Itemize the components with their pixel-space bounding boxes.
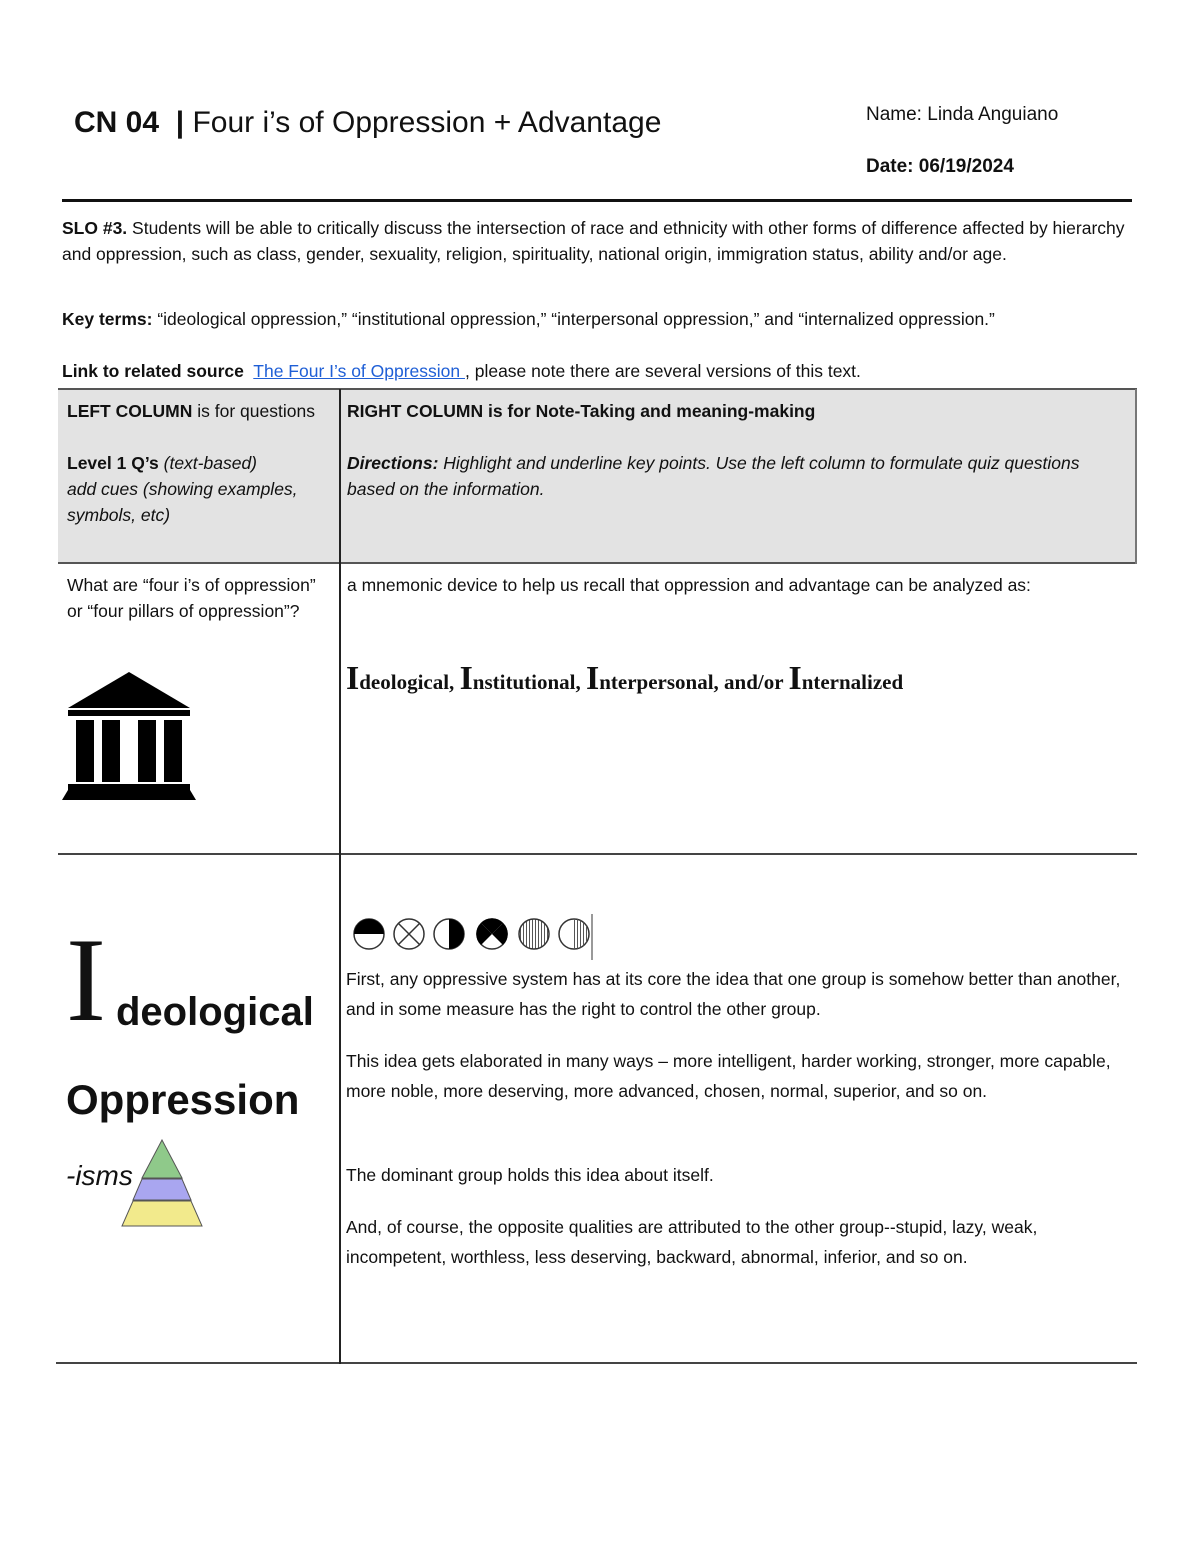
paragraph-4: And, of course, the opposite qualities are attributed to the other group--stupid, lazy, weak, incompetent, worthless, less deserving, backward, abnormal, inferior, and so on.: [346, 1217, 1038, 1267]
slo-text: Students will be able to critically discuss the intersection of race and ethnicity with other forms of difference affected by hierarchy and oppression, such as class, gender, sexuality, religion, spirituality, national origin, immigration status, ability and/or age.: [62, 218, 1125, 264]
paragraph-2: This idea gets elaborated in many ways – more intelligent, harder working, stronger, more capable, more noble, more deserving, more advanced, chosen, normal, superior, and so on.: [346, 1051, 1111, 1101]
institution-icon: [62, 672, 196, 807]
slo-paragraph: [62, 215, 1132, 267]
date-field: [866, 156, 1014, 178]
table-header-border: [58, 562, 1137, 564]
mnemonic-cap: I: [346, 660, 360, 697]
row2-bottom-border: [56, 1362, 1137, 1364]
name-label: Name:: [866, 104, 922, 125]
key-terms-text: “ideological oppression,” “institutional oppression,” “interpersonal oppression,” and “internalized oppression.”: [152, 309, 995, 329]
column-divider: [339, 389, 341, 1364]
row1-question: What are “four i’s of oppression” or “four pillars of oppression”?: [67, 575, 316, 621]
key-terms-paragraph: [62, 306, 1132, 332]
table-top-border: [58, 388, 1137, 390]
page-title: [74, 106, 661, 140]
header-divider: [62, 199, 1132, 202]
oppression-word: Oppression: [66, 1076, 300, 1123]
ideological-big-letter: I: [66, 913, 106, 1046]
level-cues: add cues (showing examples, symbols, etc): [67, 479, 298, 525]
key-terms-label: Key terms:: [62, 309, 153, 329]
name-value: Linda Anguiano: [927, 104, 1059, 125]
ideological-word: deological: [116, 990, 314, 1034]
related-source-label: Link to related source: [62, 361, 244, 381]
directions: Directions: Highlight and underline key points. Use the left column to formulate quiz questions based on the information.: [347, 453, 1080, 499]
isms-label: -isms: [66, 1160, 133, 1191]
course-code: CN 04: [74, 106, 160, 139]
date-value: 06/19/2024: [918, 156, 1014, 177]
paragraph-3: The dominant group holds this idea about itself.: [346, 1165, 714, 1185]
related-source-link[interactable]: The Four I’s of Oppression: [253, 361, 465, 381]
right-header-cell: [347, 398, 1127, 502]
pyramid-icon: [120, 1138, 204, 1233]
title-text: Four i’s of Oppression + Advantage: [192, 106, 662, 139]
row1-bottom-border: [58, 853, 1137, 855]
title-separator: |: [175, 106, 185, 139]
row1-note: a mnemonic device to help us recall that oppression and advantage can be analyzed as:: [347, 575, 1031, 595]
right-header-title: RIGHT COLUMN is for Note-Taking and meaning-making: [347, 401, 816, 421]
name-field: [866, 104, 1058, 126]
related-source-paragraph: [62, 358, 1132, 384]
left-header-cell: [67, 398, 332, 528]
left-header-title: LEFT COLUMN is for questions: [67, 401, 315, 421]
table-right-border: [1135, 389, 1137, 564]
level-label: Level 1 Q’s (text-based): [67, 453, 257, 473]
related-source-note: , please note there are several versions of this text.: [465, 361, 861, 381]
slo-label: SLO #3.: [62, 218, 128, 238]
moon-phases-icon: [352, 914, 602, 967]
date-label: Date:: [866, 156, 914, 177]
mnemonic-line: Ideological, Institutional, Interpersonal, and/or Internalized: [346, 660, 904, 697]
paragraph-1: First, any oppressive system has at its core the idea that one group is somehow better than another, and in some measure has the right to control the other group.: [346, 969, 1121, 1019]
